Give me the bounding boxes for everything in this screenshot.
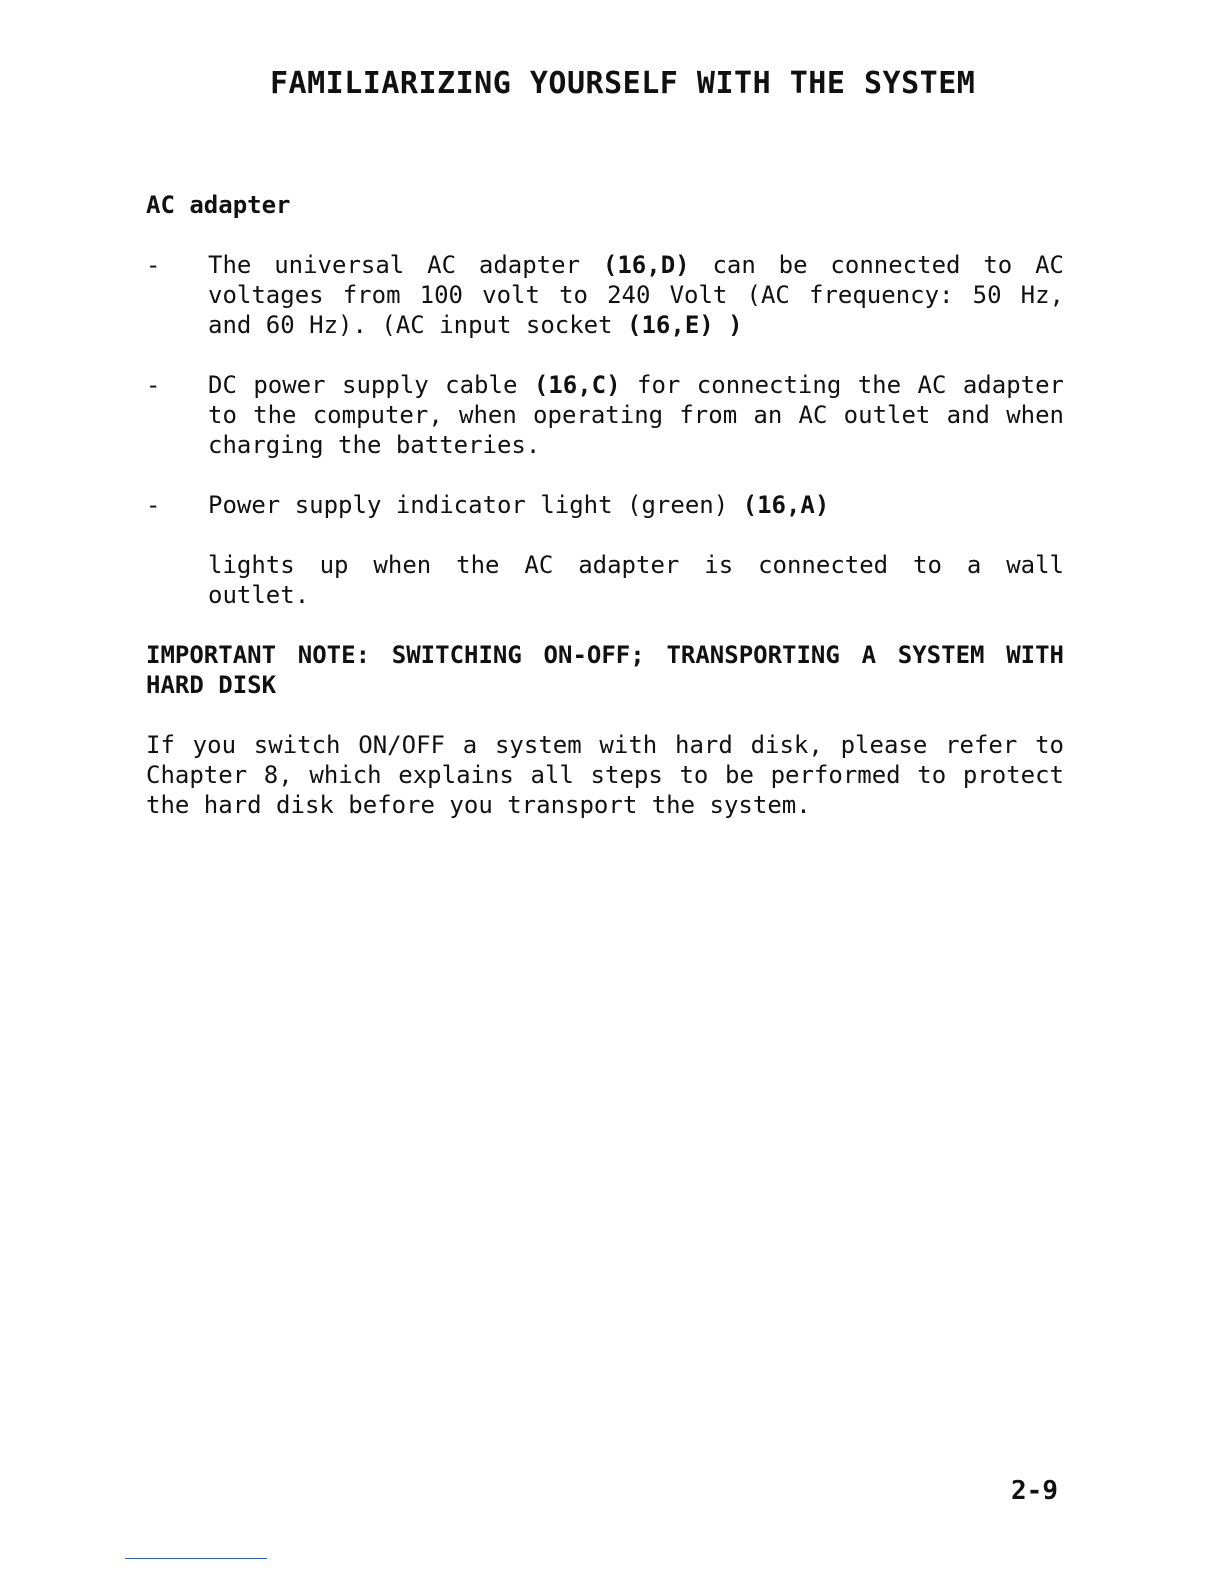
bullet-dash: - <box>146 491 161 519</box>
figure-reference: (16,C) <box>533 371 621 399</box>
bullet-continuation: lights up when the AC adapter is connected to a wall outlet. <box>208 551 1064 609</box>
bullet-text: can be connected to AC voltages from 100 volt to 240 Volt (AC frequency: 50 Hz, and 60 Hz). (AC input socket <box>208 251 1064 339</box>
bullet-text: The universal AC adapter <box>208 251 603 279</box>
bullet-dash: - <box>146 251 161 279</box>
bullet-text: DC power supply cable <box>208 371 534 399</box>
figure-reference: (16,A) <box>742 491 830 519</box>
page-title: FAMILIARIZING YOURSELF WITH THE SYSTEM <box>270 66 976 101</box>
figure-reference: (16,E) ) <box>627 311 743 339</box>
page-number: 2-9 <box>1011 1476 1058 1506</box>
bullet-ac-adapter <box>146 250 1064 340</box>
bullet-text: for connecting the AC adapter to the computer, when operating from an AC outlet and when charging the batteries. <box>208 371 1064 459</box>
page-content <box>146 190 1064 820</box>
figure-reference: (16,D) <box>602 251 690 279</box>
bullet-dash: - <box>146 371 161 399</box>
bullet-text: Power supply indicator light (green) <box>208 491 743 519</box>
bullet-dc-cable <box>146 370 1064 460</box>
bullet-indicator-light <box>146 490 1064 520</box>
important-note-heading: IMPORTANT NOTE: SWITCHING ON-OFF; TRANSPORTING A SYSTEM WITH HARD DISK <box>146 641 1064 699</box>
important-note-paragraph: If you switch ON/OFF a system with hard disk, please refer to Chapter 8, which explains all steps to be performed to protect the hard disk before you transport the system. <box>146 731 1064 819</box>
footer-rule <box>125 1558 267 1559</box>
section-heading: AC adapter <box>146 191 291 219</box>
